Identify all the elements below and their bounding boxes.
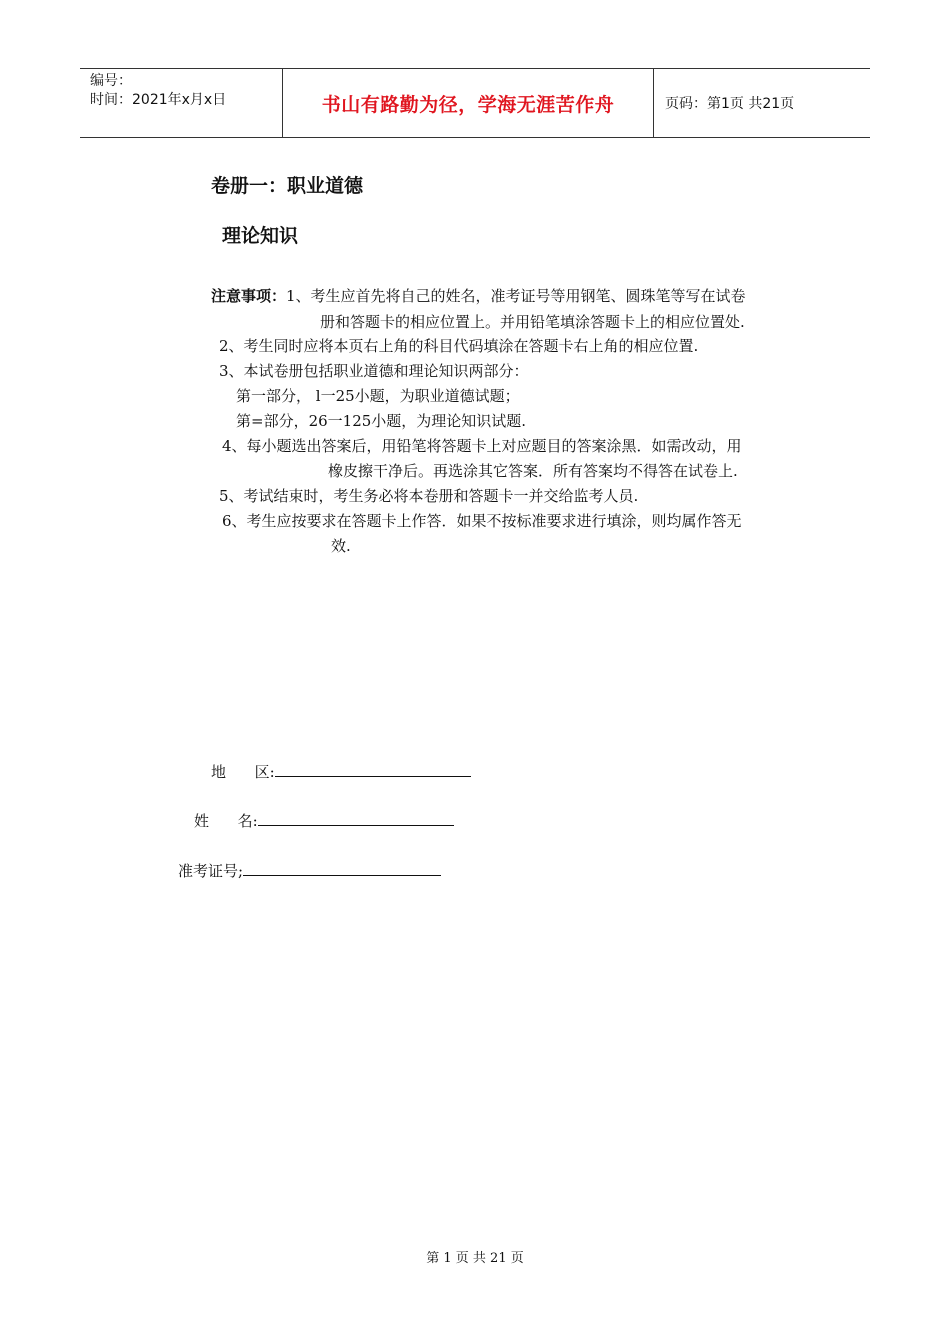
note-3-part-2: 第=部分，26一125小题，为理论知识试题.	[236, 412, 527, 430]
note-2: 2、考生同时应将本页右上角的科目代码填涂在答题卡右上角的相应位置.	[219, 337, 699, 355]
volume-title: 卷册一：职业道德	[211, 175, 364, 197]
header-meta	[80, 69, 282, 137]
region-label: 地 区:	[211, 763, 275, 781]
note-3-part-1: 第一部分， l一25小题，为职业道德试题；	[236, 387, 520, 405]
region-field	[211, 760, 471, 782]
page-header	[80, 68, 870, 138]
note-4-line-1: 4、每小题选出答案后，用铅笔将答题卡上对应题目的答案涂黑．如需改动，用	[222, 437, 742, 455]
note-3: 3、本试卷册包括职业道德和理论知识两部分：	[219, 362, 529, 380]
note-4-line-2: 橡皮擦干净后。再选涂其它答案．所有答案均不得答在试卷上.	[328, 462, 738, 480]
header-time-label: 时间：2021年x月x日	[90, 92, 227, 108]
note-5: 5、考试结束时，考生务必将本卷册和答题卡一并交给监考人员.	[219, 487, 639, 505]
header-motto: 书山有路勤为径，学海无涯苦作舟	[321, 93, 615, 116]
header-motto-cell	[282, 69, 654, 137]
note-1-line-1	[211, 286, 746, 306]
name-field	[194, 809, 454, 831]
page-footer: 第 1 页 共 21 页	[426, 1251, 524, 1266]
note-6-line-2: 效.	[331, 537, 351, 555]
note-6-line-1: 6、考生应按要求在答题卡上作答．如果不按标准要求进行填涂，则均属作答无	[222, 512, 742, 530]
exam-id-input-line[interactable]	[243, 859, 441, 876]
header-page-info: 页码：第1页 共21页	[665, 96, 795, 112]
notice-label: 注意事项：	[211, 287, 287, 305]
exam-id-field	[178, 859, 441, 881]
header-number-label: 编号：	[90, 73, 132, 89]
header-page-cell	[654, 69, 870, 137]
note-1-line-2: 册和答题卡的相应位置上。并用铅笔填涂答题卡上的相应位置处.	[320, 313, 745, 331]
exam-id-label: 准考证号;	[178, 862, 244, 880]
name-label: 姓 名:	[194, 812, 258, 830]
note-1-text: 1、考生应首先将自己的姓名，准考证号等用钢笔、圆珠笔等写在试卷	[286, 287, 746, 305]
section-title: 理论知识	[222, 225, 299, 247]
name-input-line[interactable]	[258, 809, 454, 826]
region-input-line[interactable]	[275, 760, 471, 777]
